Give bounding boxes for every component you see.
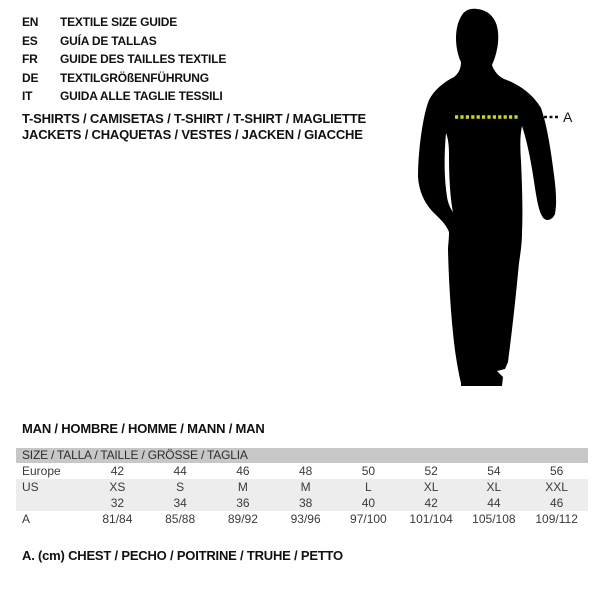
category-jackets: JACKETS / CHAQUETAS / VESTES / JACKEN / GIACCHE [22, 127, 363, 142]
size-cell: 32 [110, 496, 125, 510]
size-cell: M [300, 480, 311, 494]
size-cell: 48 [298, 464, 313, 478]
language-row [22, 87, 226, 106]
size-cell: 42 [110, 464, 125, 478]
size-table [16, 448, 588, 527]
language-code: IT [22, 89, 33, 103]
language-code: FR [22, 52, 38, 66]
measure-label-a: A [563, 109, 573, 125]
size-cell: 44 [173, 464, 187, 478]
section-title-man: MAN / HOMBRE / HOMME / MANN / MAN [22, 421, 265, 436]
size-cell: 46 [236, 464, 250, 478]
table-row-us-numeric [16, 495, 588, 511]
size-cell: 44 [487, 496, 501, 510]
language-label: TEXTILE SIZE GUIDE [60, 15, 178, 29]
language-code: EN [22, 15, 39, 29]
size-table-header: SIZE / TALLA / TAILLE / GRÖSSE / TAGLIA [16, 448, 588, 463]
size-cell: 46 [549, 496, 564, 510]
size-cell: 40 [361, 496, 376, 510]
man-silhouette-figure [405, 5, 575, 390]
size-cell: XL [486, 480, 502, 494]
table-row-us [16, 479, 588, 495]
language-label: GUÍA DE TALLAS [60, 33, 157, 48]
size-cell: 52 [424, 464, 438, 478]
garment-categories [22, 111, 366, 143]
size-cell: 93/96 [290, 512, 321, 526]
table-row-europe [16, 463, 588, 479]
language-label: TEXTILGRÖßENFÜHRUNG [60, 70, 209, 85]
language-label: GUIDE DES TAILLES TEXTILE [60, 52, 227, 66]
man-silhouette [418, 9, 556, 386]
size-cell: L [365, 480, 372, 494]
language-row [22, 32, 226, 51]
table-row-chest-cm [16, 511, 588, 527]
size-cell: 109/112 [535, 512, 578, 526]
size-cell: 85/88 [165, 512, 196, 526]
language-list [22, 13, 226, 106]
size-cell: 89/92 [227, 512, 258, 526]
language-row [22, 69, 226, 88]
size-cell: 38 [298, 496, 313, 510]
size-cell: S [176, 480, 185, 494]
size-cell: 101/104 [409, 512, 453, 526]
size-cell: 56 [549, 464, 564, 478]
row-label: A [22, 512, 31, 526]
row-label: US [22, 480, 39, 494]
size-cell: M [237, 480, 248, 494]
row-label: Europe [22, 464, 61, 478]
language-row [22, 50, 226, 69]
measurement-footnote: A. (cm) CHEST / PECHO / POITRINE / TRUHE / PETTO [22, 548, 343, 563]
size-cell: 42 [424, 496, 438, 510]
size-cell: XS [109, 480, 126, 494]
language-label: GUIDA ALLE TAGLIE TESSILI [60, 89, 223, 103]
size-cell: 81/84 [102, 512, 133, 526]
size-cell: 34 [173, 496, 187, 510]
size-cell: 36 [236, 496, 250, 510]
size-cell: XL [423, 480, 439, 494]
size-cell: 97/100 [350, 512, 387, 526]
language-code: DE [22, 70, 39, 85]
man-silhouette-svg [405, 5, 575, 390]
size-cell: 50 [361, 464, 376, 478]
category-tshirts: T-SHIRTS / CAMISETAS / T-SHIRT / T-SHIRT / MAGLIETTE [22, 111, 366, 126]
size-cell: XXL [545, 480, 568, 494]
size-cell: 54 [487, 464, 501, 478]
language-code: ES [22, 33, 38, 48]
size-cell: 105/108 [472, 512, 516, 526]
language-row [22, 13, 226, 32]
